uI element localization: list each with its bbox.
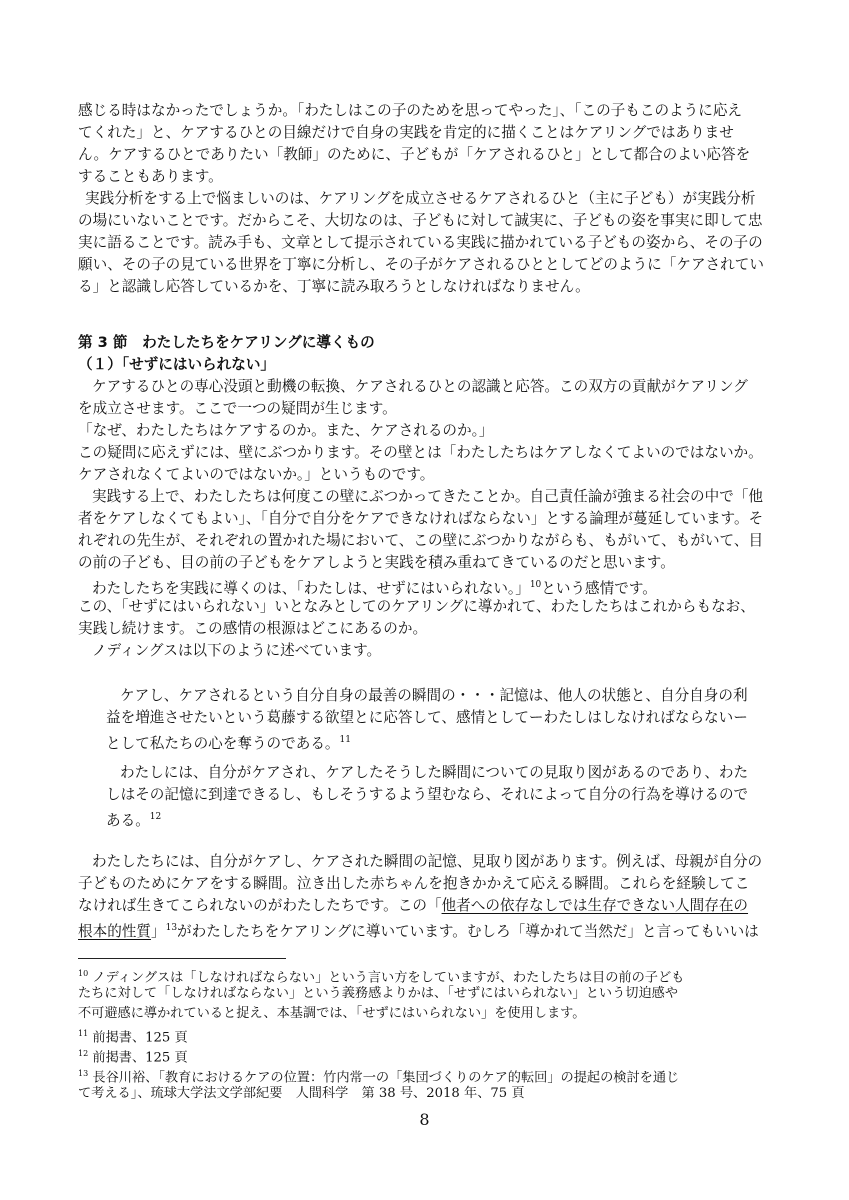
footnote-ref: 10 <box>529 580 542 590</box>
block-quote-line: しはその記憶に到達できるし、もしそうするよう望むなら、それによって自分の行為を導けるので <box>106 786 749 803</box>
body-text-line: を成立させます。ここで一つの疑問が生じます。 <box>78 400 397 417</box>
underlined-quote: 根本的性質 <box>78 922 151 940</box>
body-text-line: この、「せずにはいられない」いとなみとしてのケアリングに導かれて、わたしたちはこれからもなお、 <box>78 598 755 615</box>
footnote-text: 前掲書、125 頁 <box>92 1030 188 1046</box>
body-text-line: ケアされなくてよいのではないか。」というものです。 <box>78 466 435 483</box>
text-segment: なければ生きてこられないのがわたしたちです。この「 <box>78 897 442 914</box>
footnote-text: 前掲書、125 頁 <box>92 1050 188 1066</box>
text-segment: わたしたちを実践に導くのは、「わたしは、せずにはいられない。」 <box>92 579 530 597</box>
footnote-ref: 13 <box>165 923 178 933</box>
footnote-text: 長谷川裕、「教育におけるケアの位置：竹内常一の「集団づくりのケア的転回」の提起の検討を通じ <box>92 1070 680 1086</box>
body-text-line: 子どものためにケアをする瞬間。泣き出した赤ちゃんを抱きかかえて応える瞬間。これらを経験してこ <box>78 875 750 892</box>
text-segment: ある。 <box>106 811 150 829</box>
footnote-separator <box>78 958 286 959</box>
block-quote-line: ケアし、ケアされるという自分自身の最善の瞬間の・・・記憶は、他人の状態と、自分自身の利 <box>120 687 748 704</box>
body-text-line: の前の子ども、目の前の子どもをケアしようと実践を積み重ねてきているのだと思います。 <box>78 554 675 571</box>
body-text-line: この疑問に応えずには、壁にぶつかります。その壁とは「わたしたちはケアしなくてよいのではないか。 <box>78 444 763 461</box>
body-text-line <box>78 895 748 917</box>
body-text-line: 実践分析をする上で悩ましいのは、ケアリングを成立させるケアされるひと（主に子ども）が実践分析 <box>85 190 756 207</box>
footnote-number: 10 <box>78 969 89 978</box>
footnote-text: ノディングスは「しなければならない」という言い方をしていますが、わたしたちは目の前の子ども <box>92 970 685 986</box>
footnote-text: たちに対して「しなければならない」という義務感よりかは、「せずにはいられない」という切迫感や <box>78 986 679 1001</box>
footnote-text: て考える」、琉球大学法文学部紀要 人間科学 第 38 号、2018 年、75 頁 <box>78 1086 525 1101</box>
footnote-number: 13 <box>78 1069 89 1078</box>
body-text-line: 感じる時はなかったでしょうか。「わたしはこの子のためを思ってやった」、「この子もこのように応え <box>78 102 743 119</box>
body-text-line <box>78 917 759 943</box>
text-segment: という感情です。 <box>541 579 657 597</box>
text-segment: として私たちの心を奪うのである。 <box>106 734 340 752</box>
body-text-line: することもあります。 <box>78 168 223 185</box>
body-text-line: 実践する上で、わたしたちは何度この壁にぶつかってきたことか。自己責任論が強まる社会の中で「他 <box>92 488 764 505</box>
body-text-line: 願い、その子の見ている世界を丁寧に分析し、その子がケアされるひととしてどのように「ケアされてい <box>78 256 764 273</box>
footnote-number: 12 <box>78 1049 89 1058</box>
block-quote-line: 益を増進させたいという葛藤する欲望とに応答して、感情としてーわたしはしなければならないー <box>106 709 748 726</box>
footnote-text: 不可避感に導かれていると捉え、本基調では、「せずにはいられない」を使用します。 <box>78 1006 586 1021</box>
body-text-line: れぞれの先生が、それぞれの置かれた場において、この壁にぶつかりながらも、もがいて、もがいて、目 <box>78 532 764 549</box>
body-text-line: てくれた」と、ケアするひとの目線だけで自身の実践を肯定的に描くことはケアリングではありませ <box>78 124 734 141</box>
sub-heading: （１）「せずにはいられない」 <box>78 356 276 373</box>
body-text-line: る」と認識し応答しているかを、丁寧に読み取ろうとしなければなりません。 <box>78 278 590 295</box>
body-text-line: 者をケアしなくてもよい」、「自分で自分をケアできなければならない」とする論理が蔓延しています。そ <box>78 510 764 527</box>
block-quote-line <box>106 729 351 755</box>
body-text-line: 実に語ることです。読み手も、文章として提示されている実践に描かれている子どもの姿から、その子の <box>78 234 763 251</box>
footnote-ref: 11 <box>339 735 351 745</box>
body-text-line: 「なぜ、わたしたちはケアするのか。また、ケアされるのか。」 <box>78 422 494 439</box>
body-text-line: ケアするひとの専心没頭と動機の転換、ケアされるひとの認識と応答。この双方の貢献がケアリング <box>92 378 748 395</box>
text-segment: がわたしたちをケアリングに導いています。むしろ「導かれて当然だ」と言ってもいいは <box>177 922 759 940</box>
footnote-number: 11 <box>78 1029 89 1038</box>
block-quote-line: わたしには、自分がケアされ、ケアしたそうした瞬間についての見取り図があるのであり、わた <box>120 764 749 781</box>
body-text-line: 実践し続けます。この感情の根源はどこにあるのか。 <box>78 620 428 637</box>
body-text-line: ん。ケアするひとでありたい「教師」のために、子どもが「ケアされるひと」として都合のよい応答を <box>78 146 751 163</box>
block-quote-line <box>106 806 161 832</box>
underlined-quote: 他者への依存なしでは生存できない人間存在の <box>441 897 749 914</box>
body-text-line: ノディングスは以下のように述べています。 <box>92 642 382 659</box>
body-text-line: の場にいないことです。だからこそ、大切なのは、子どもに対して誠実に、子どもの姿を事実に即して忠 <box>78 212 763 229</box>
section-heading: 第 3 節 わたしたちをケアリングに導くもの <box>78 334 375 351</box>
body-text-line: わたしたちには、自分がケアし、ケアされた瞬間の記憶、見取り図があります。例えば、母親が自分の <box>92 853 763 870</box>
text-segment: 」 <box>150 922 166 940</box>
page-number: 8 <box>419 1110 430 1129</box>
footnote-ref: 12 <box>149 812 162 822</box>
